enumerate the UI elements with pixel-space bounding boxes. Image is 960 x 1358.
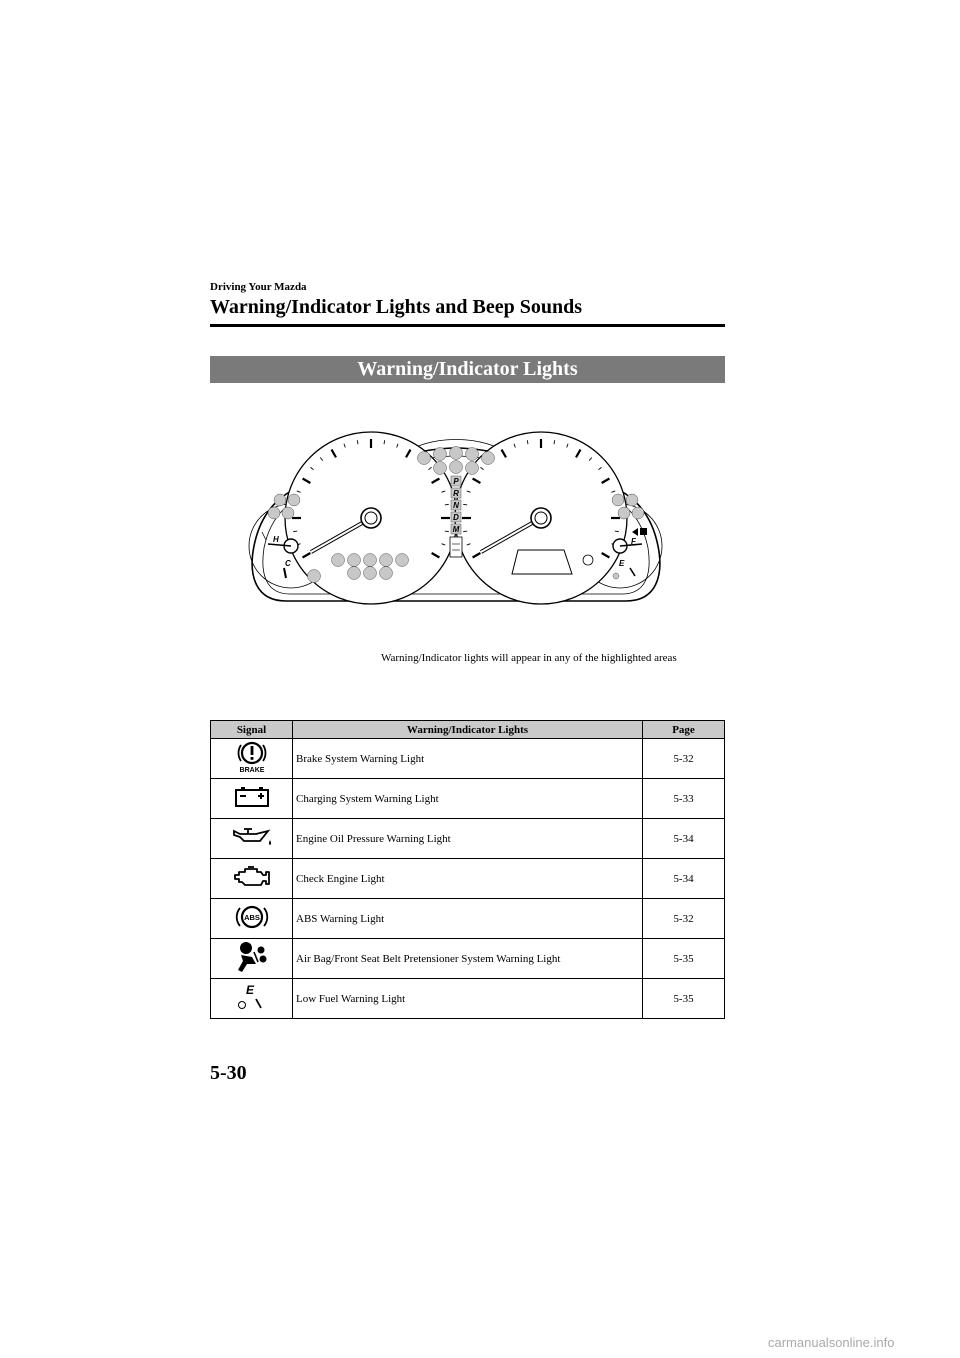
table-row <box>211 979 725 1019</box>
gear-letter: N <box>453 501 459 510</box>
page-ref: 5-34 <box>643 819 725 859</box>
page-ref: 5-32 <box>643 899 725 939</box>
temp-cold-label: C <box>285 559 291 568</box>
gear-letter: D <box>453 513 459 522</box>
page-ref: 5-35 <box>643 939 725 979</box>
signal-cell <box>211 939 293 979</box>
low-fuel-icon-text: E <box>245 983 254 997</box>
table-row <box>211 859 725 899</box>
abs-icon <box>232 901 272 933</box>
header-signal: Signal <box>211 721 293 739</box>
light-name: Low Fuel Warning Light <box>293 979 643 1019</box>
page-ref: 5-33 <box>643 779 725 819</box>
warning-lights-table <box>210 720 725 1019</box>
gear-letter: M <box>452 525 460 534</box>
page-ref: 5-32 <box>643 739 725 779</box>
light-name: Charging System Warning Light <box>293 779 643 819</box>
signal-cell <box>211 739 293 779</box>
engine-icon <box>231 864 273 890</box>
page-ref: 5-35 <box>643 979 725 1019</box>
header-lights: Warning/Indicator Lights <box>293 721 643 739</box>
fuel-full-label: F <box>631 537 636 546</box>
table-row <box>211 739 725 779</box>
low-fuel-icon <box>232 981 272 1013</box>
signal-cell <box>211 819 293 859</box>
battery-icon <box>232 785 272 809</box>
brake-icon-text: BRAKE <box>239 767 264 774</box>
signal-cell <box>211 979 293 1019</box>
section-banner: Warning/Indicator Lights <box>210 356 725 383</box>
signal-cell <box>211 899 293 939</box>
light-name: Engine Oil Pressure Warning Light <box>293 819 643 859</box>
abs-icon-text: ABS <box>243 913 260 922</box>
breadcrumb: Driving Your Mazda <box>210 281 307 293</box>
airbag-icon <box>232 940 272 974</box>
light-name: ABS Warning Light <box>293 899 643 939</box>
brake-warning-icon <box>232 740 272 774</box>
signal-cell <box>211 859 293 899</box>
table-row <box>211 939 725 979</box>
page-ref: 5-34 <box>643 859 725 899</box>
gear-letter: R <box>453 489 459 498</box>
oil-can-icon <box>230 825 274 849</box>
table-row <box>211 819 725 859</box>
page-number: 5-30 <box>210 1062 247 1084</box>
fuel-empty-label: E <box>619 559 625 568</box>
signal-cell <box>211 779 293 819</box>
page-title: Warning/Indicator Lights and Beep Sounds <box>210 296 582 318</box>
table-row <box>211 899 725 939</box>
light-name: Air Bag/Front Seat Belt Pretensioner System Warning Light <box>293 939 643 979</box>
light-name: Check Engine Light <box>293 859 643 899</box>
instrument-cluster-illustration <box>246 426 666 606</box>
table-row <box>211 779 725 819</box>
figure-caption: Warning/Indicator lights will appear in any of the highlighted areas <box>381 652 677 664</box>
watermark: carmanualsonline.info <box>768 1335 895 1350</box>
heading-rule <box>210 324 725 327</box>
temp-hot-label: H <box>273 535 279 544</box>
light-name: Brake System Warning Light <box>293 739 643 779</box>
table-header-row <box>211 721 725 739</box>
gear-letter: P <box>453 477 459 486</box>
header-page: Page <box>643 721 725 739</box>
